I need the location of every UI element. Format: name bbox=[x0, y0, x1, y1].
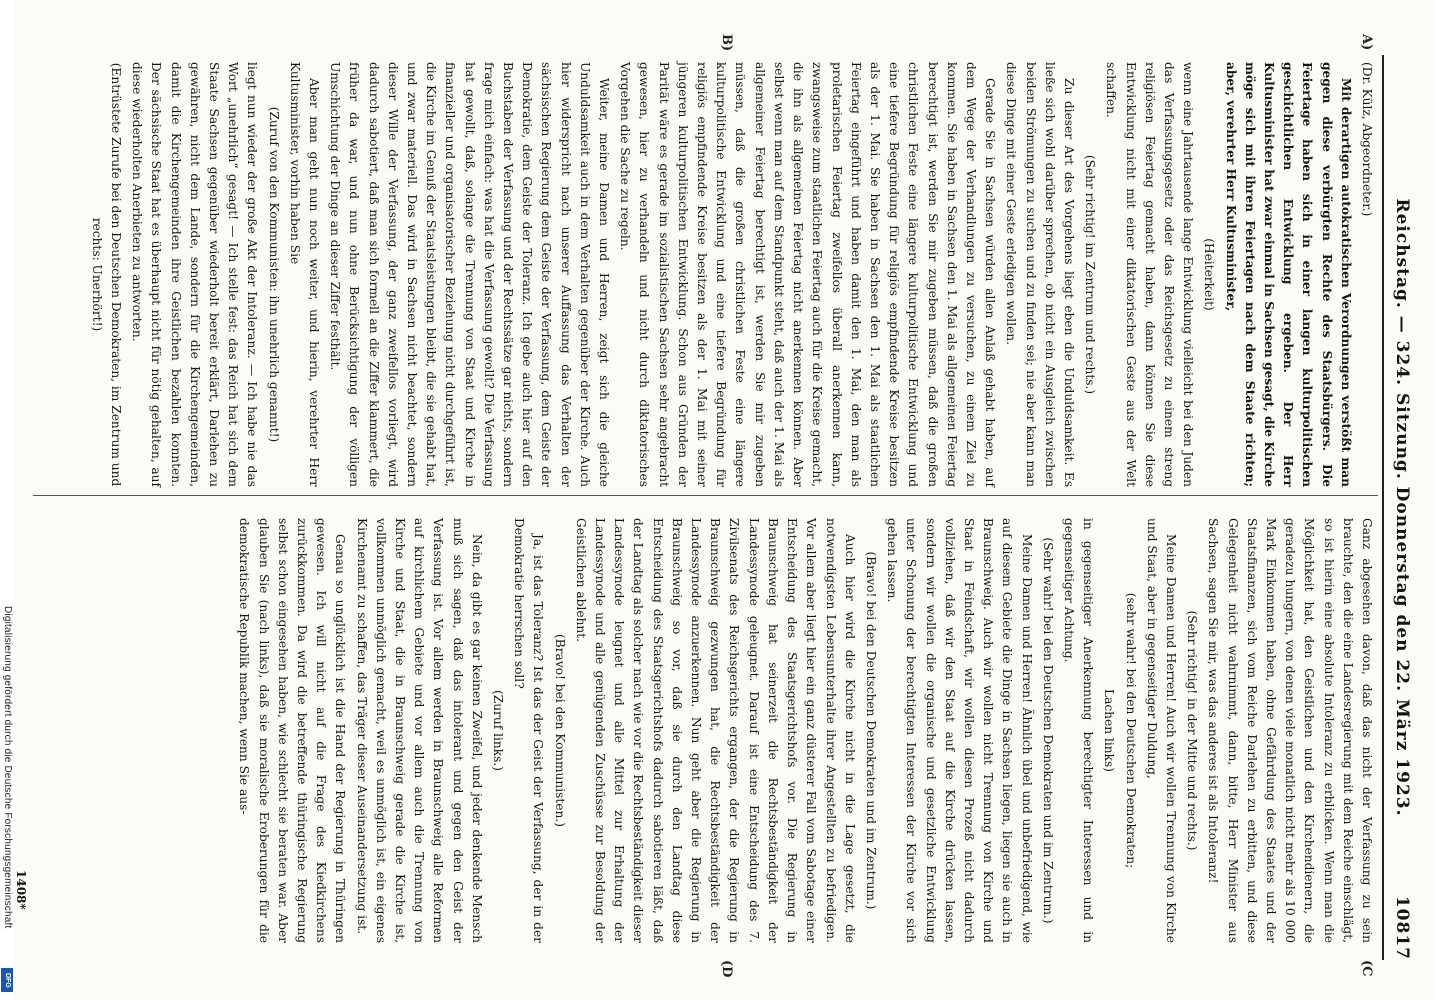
right-paragraph: Genau so unglücklich ist die Hand der Regierung in Thüringen gewesen. Ich will nicht auf die Frage des Kiedkirchens zurückkommen. Da wird die betreffende thüringische Regierung selbst schon eingesehen haben, wie schlecht sie beraten war. Aber glauben Sie (nach links), daß sie moralische Eroberungen für die demokratische Republik machen, wenn Sie aus- bbox=[237, 518, 348, 943]
left-paragraph: Gerade Sie in Sachsen würden allen Anlaß gehabt haben, auf dem Wege der Verhandlungen zu versuchen, zu einem Ziel zu kommen. Sie haben in Sachsen den 1. Mai als allgemeinen Feiertag berechtigt ist, werden Sie mir zugeben müssen, daß die großen christlichen Feste eine längere kulturpolitische Entwicklung und eine tiefere Begründung für religiös empfindende Kreise besitzen als der 1. Mai. Sie haben in Sachsen den 1. Mai als staatlichen Feiertag eingeführt und haben damit den 1. Mai, den man als proletarischen Feiertag zweifellos überall anerkennen kann, zwangsweise zum staatlichen Feiertag auch für die Kreise gemacht, die ihn als allgemeinen Feiertag nicht anerkennen können. Aber selbst wenn man auf dem Standpunkt steht, daß auch der 1. Mai als allgemeiner Feiertag berechtigt ist, werden Sie mir zugeben müssen, daß die großen christlichen Feste eine längere kulturpolitische Entwicklung und eine tiefere Begründung für religiös empfindende Kreise besitzen als der 1. Mai mit seiner jüngeren kulturpolitischen Entwicklung. Schon aus Gründen der Parität wäre es gerade im sozialistischen Sachsen sehr angebracht gewesen, hier zu verhandeln und nicht durch diktatorisches Vorgehen die Sache zu regeln. bbox=[618, 62, 998, 487]
left-paragraph: liegt nun wieder der große Akt der Intoleranz. — Ich habe nie das Wort „unehrlich“ gesagt! — Ich stelle fest: das Reich hat sich dem Staate Sachsen gegenüber wiederholt bereit erklärt, Darlehen zu gewähren, nicht dem Lande, sondern für die Kirchengemeinden, damit die Kirchengemeinden ihre Geistlichen bezahlen konnten. Der sächsische Staat hat es überhaupt nicht für nötig gehalten, auf diese wiederholten Anerbieten zu antworten. bbox=[130, 62, 260, 487]
interjection: (Heiterkeit) bbox=[1202, 238, 1217, 311]
margin-marker-b: B) bbox=[719, 34, 734, 52]
interjection: (Sehr richtig! in der Mitte und rechts.) bbox=[1185, 610, 1200, 851]
interjection: Lachen links) bbox=[1102, 688, 1117, 772]
interjection: (Entrüstete Zurufe bei den Deutschen Demokraten, im Zentrum und rechts: Unerhört!) bbox=[89, 62, 123, 487]
margin-marker-c: (C bbox=[1359, 960, 1374, 977]
left-paragraph: (Dr. Külz, Abgeordneter.) bbox=[1360, 62, 1374, 217]
interjection: (Zuruf links.) bbox=[491, 689, 506, 772]
interjection: (Bravo! bei den Kommunisten.) bbox=[552, 634, 567, 827]
right-paragraph: Ja, ist das Toleranz? Ist das der Geist der Verfassung, der in der Demokratie herrschen soll? bbox=[512, 518, 546, 943]
right-paragraph: Ganz abgesehen davon, daß das nicht der Verfassung zu sein brauchte, den die eine Landesregierung mit dem Reiche einschlägt, so ist hierin eine absolute Intoleranz zu erblicken. Wenn man die Möglichkeit hat, den Geistlichen und den Kirchendienern, die geradezu hungern, von denen viele monatlich nicht mehr als 10 000 Mark Einkommen haben, ohne Gefährdung des Staates und der Staatsfinanzen, sich vom Reiche Darlehen zu erbitten, und diese Gelegenheit nicht wahrnimmt, dann, bitte, Herr Minister aus Sachsen, sagen Sie mir, was das anderes ist als Intoleranz! bbox=[1206, 518, 1374, 943]
interjection: (Zuruf von den Kommunisten: ihn unehrlich genannt!) bbox=[266, 106, 281, 443]
left-paragraph: Aber man geht nun noch weiter, und hierin, verehrter Herr Kultusminister, vorhin haben Sie bbox=[287, 62, 322, 487]
running-title: Reichstag. — 324. Sitzung. Donnerstag den 22. März 1923. bbox=[1392, 198, 1412, 817]
margin-marker-a: A) bbox=[1359, 34, 1374, 51]
left-paragraph: Zu dieser Art des Vorgehens liegt eben die Unduldsamkeit. Es ließe sich wohl darüber sprechen, ob nicht ein Ausgleich zwischen beiden Strömungen zu suchen und zu finden sei; nie aber kann man diese Dinge mit einer Geste erledigen wollen. bbox=[1004, 62, 1076, 487]
header-rule bbox=[1382, 55, 1384, 960]
left-paragraph: Mit derartigen autokratischen Verordnungen verstößt man gegen diese verbürgten Rechte des Staatsbürgers. Die Feiertage haben sich in einer langen kulturpolitischen geschichtlichen Entwicklung ergeben. Der Herr Kultusminister hat zwar einmal in Sachsen gesagt, die Kirche möge sich mit ihren Feiertagen nach dem Staate richten; aber, verehrter Herr Kultusminister, bbox=[1223, 62, 1353, 487]
right-paragraph: Nein, da gibt es gar keinen Zweifel, und jeder denkende Mensch muß sich sagen, daß das intolerant und gegen den Geist der Verfassung ist. Vor allem werden in Braunschweig alle Reformen auf kirchlichem Gebiete und vor allem auch die Trennung von Kirche und Staat, die in Braunschweig gerade die Kirche ist, vollkommen unmöglich gemacht, weil es unmöglich ist, ein eigenes Kirchenamt zu schaffen, das Träger dieser Auseinandersetzung ist. bbox=[354, 518, 484, 943]
left-paragraph: Weiter, meine Damen und Herren, zeigt sich die gleiche Unduldsamkeit auch in dem Verhalten gegenüber der Kirche. Auch hier widerspricht nach unserer Auffassung das Verhalten der sächsischen Regierung dem Geiste der Verfassung, dem Geiste der Demokratie, dem Geiste der Toleranz. Ich gebe auch hier auf den Buchstaben der Verfassung und der Rechtssätze gar nichts, sondern frage mich einfach: was hat die Verfassung gewollt? Die Verfassung hat gewollt, daß, solange die Trennung von Staat und Kirche in finanzieller und organisatorischer Beziehung nicht durchgeführt ist, die Kirche im Genuß der Staatsleistungen bleibt, die sie gehabt hat, und zwar materiell. Das wird in Sachsen nicht beachtet, sondern dieser Wille der Verfassung, der ganz zweifellos vorliegt, wird dadurch sabotiert, daß man sich formell an die Ziffer klammert, die früher da war, und nun ohne Berücksichtigung der völligen Umschichtung der Dinge an dieser Ziffer festhält. bbox=[328, 62, 612, 487]
left-paragraph: wenn eine Jahrtausende lange Entwicklung vielleicht bei den Juden das Verfassungsgesetz oder das Reichsgesetz zu einem streng religiösen Feiertag gemacht haben, dann können Sie diese Entwicklung nicht mit einer diktatorischen Geste aus der Welt schaffen. bbox=[1104, 62, 1196, 487]
right-paragraph: in gegenseitiger Anerkennung berechtigter Interessen und in gegenseitiger Achtung. bbox=[1061, 518, 1096, 943]
interjection: (Sehr wahr! bei den Deutschen Demokraten und im Zentrum.) bbox=[1040, 537, 1055, 924]
page-number: 10817 bbox=[1392, 895, 1412, 960]
page-header bbox=[1386, 55, 1412, 960]
digitization-note: Digitalisierung gefördert durch die Deutsche Forschungsgemeinschaft bbox=[2, 606, 13, 929]
digitization-sidebar bbox=[0, 0, 14, 1000]
right-column bbox=[232, 518, 1376, 943]
right-paragraph: Meine Damen und Herren! Auch wir wollen Trennung von Kirche und Staat, aber in gegenseitiger Duldung, bbox=[1144, 518, 1178, 943]
right-paragraph: Auch hier wird die Kirche nicht in die Lage gesetzt, die notwendigsten Lebensunterhalte ihrer Angestellten zu befriedigen. Vor allem aber liegt hier ein ganz düsterer Fall vom Sabotage einer Entscheidung des Staatsgerichtshofs vor. Die Regierung in Braunschweig hat seinerzeit die Rechtsbeständigkeit der Landessynode geleugnet. Darauf ist eine Entscheidung des 7. Zivilsenats des Reichsgerichts ergangen, der die Regierung in Braunschweig gezwungen hat, die Rechtsbeständigkeit der Landessynode anzuerkennen. Nun geht aber die Regierung in Braunschweig so vor, daß sie durch den Landtag diese Entscheidung des Staatsgerichtshofs dadurch sabotieren läßt, daß der Landtag als solcher nach wie vor die Rechtsbeständigkeit dieser Landessynode leugnet und alle Mittel zur Erhaltung der Landessynode und alle genügenden Zuschüsse zur Besoldung der Geistlichen ablehnt. bbox=[573, 518, 857, 943]
interjection: (Sehr richtig! im Zentrum und rechts.) bbox=[1083, 154, 1098, 395]
right-paragraph: Meine Damen und Herren! Ähnlich übel und unbefriedigend, wie auf diesem Gebiete die Dinge in Sachsen liegen, liegen sie auch in Braunschweig. Auch wir wollen nicht Trennung von Kirche und Staat in Feindschaft, wir wollen diesen Prozeß nicht dadurch vollziehen, daß wir den Staat auf die Kirche drücken lassen, sondern wir wollen die organische und gesetzliche Entwicklung unter Schonung der berechtigten Interessen der Kirche vor sich gehen lassen. bbox=[885, 518, 1034, 943]
interjection: (sehr wahr! bei den Deutschen Demokraten; bbox=[1123, 592, 1138, 869]
footer-page-number: 1408* bbox=[14, 870, 28, 910]
dfg-logo: DFG bbox=[1, 968, 13, 992]
margin-marker-d: (D bbox=[719, 960, 734, 978]
left-column bbox=[85, 62, 1376, 487]
interjection: (Bravo! bei den Deutschen Demokraten und im Zentrum.) bbox=[863, 551, 878, 910]
column-divider bbox=[33, 495, 1378, 496]
